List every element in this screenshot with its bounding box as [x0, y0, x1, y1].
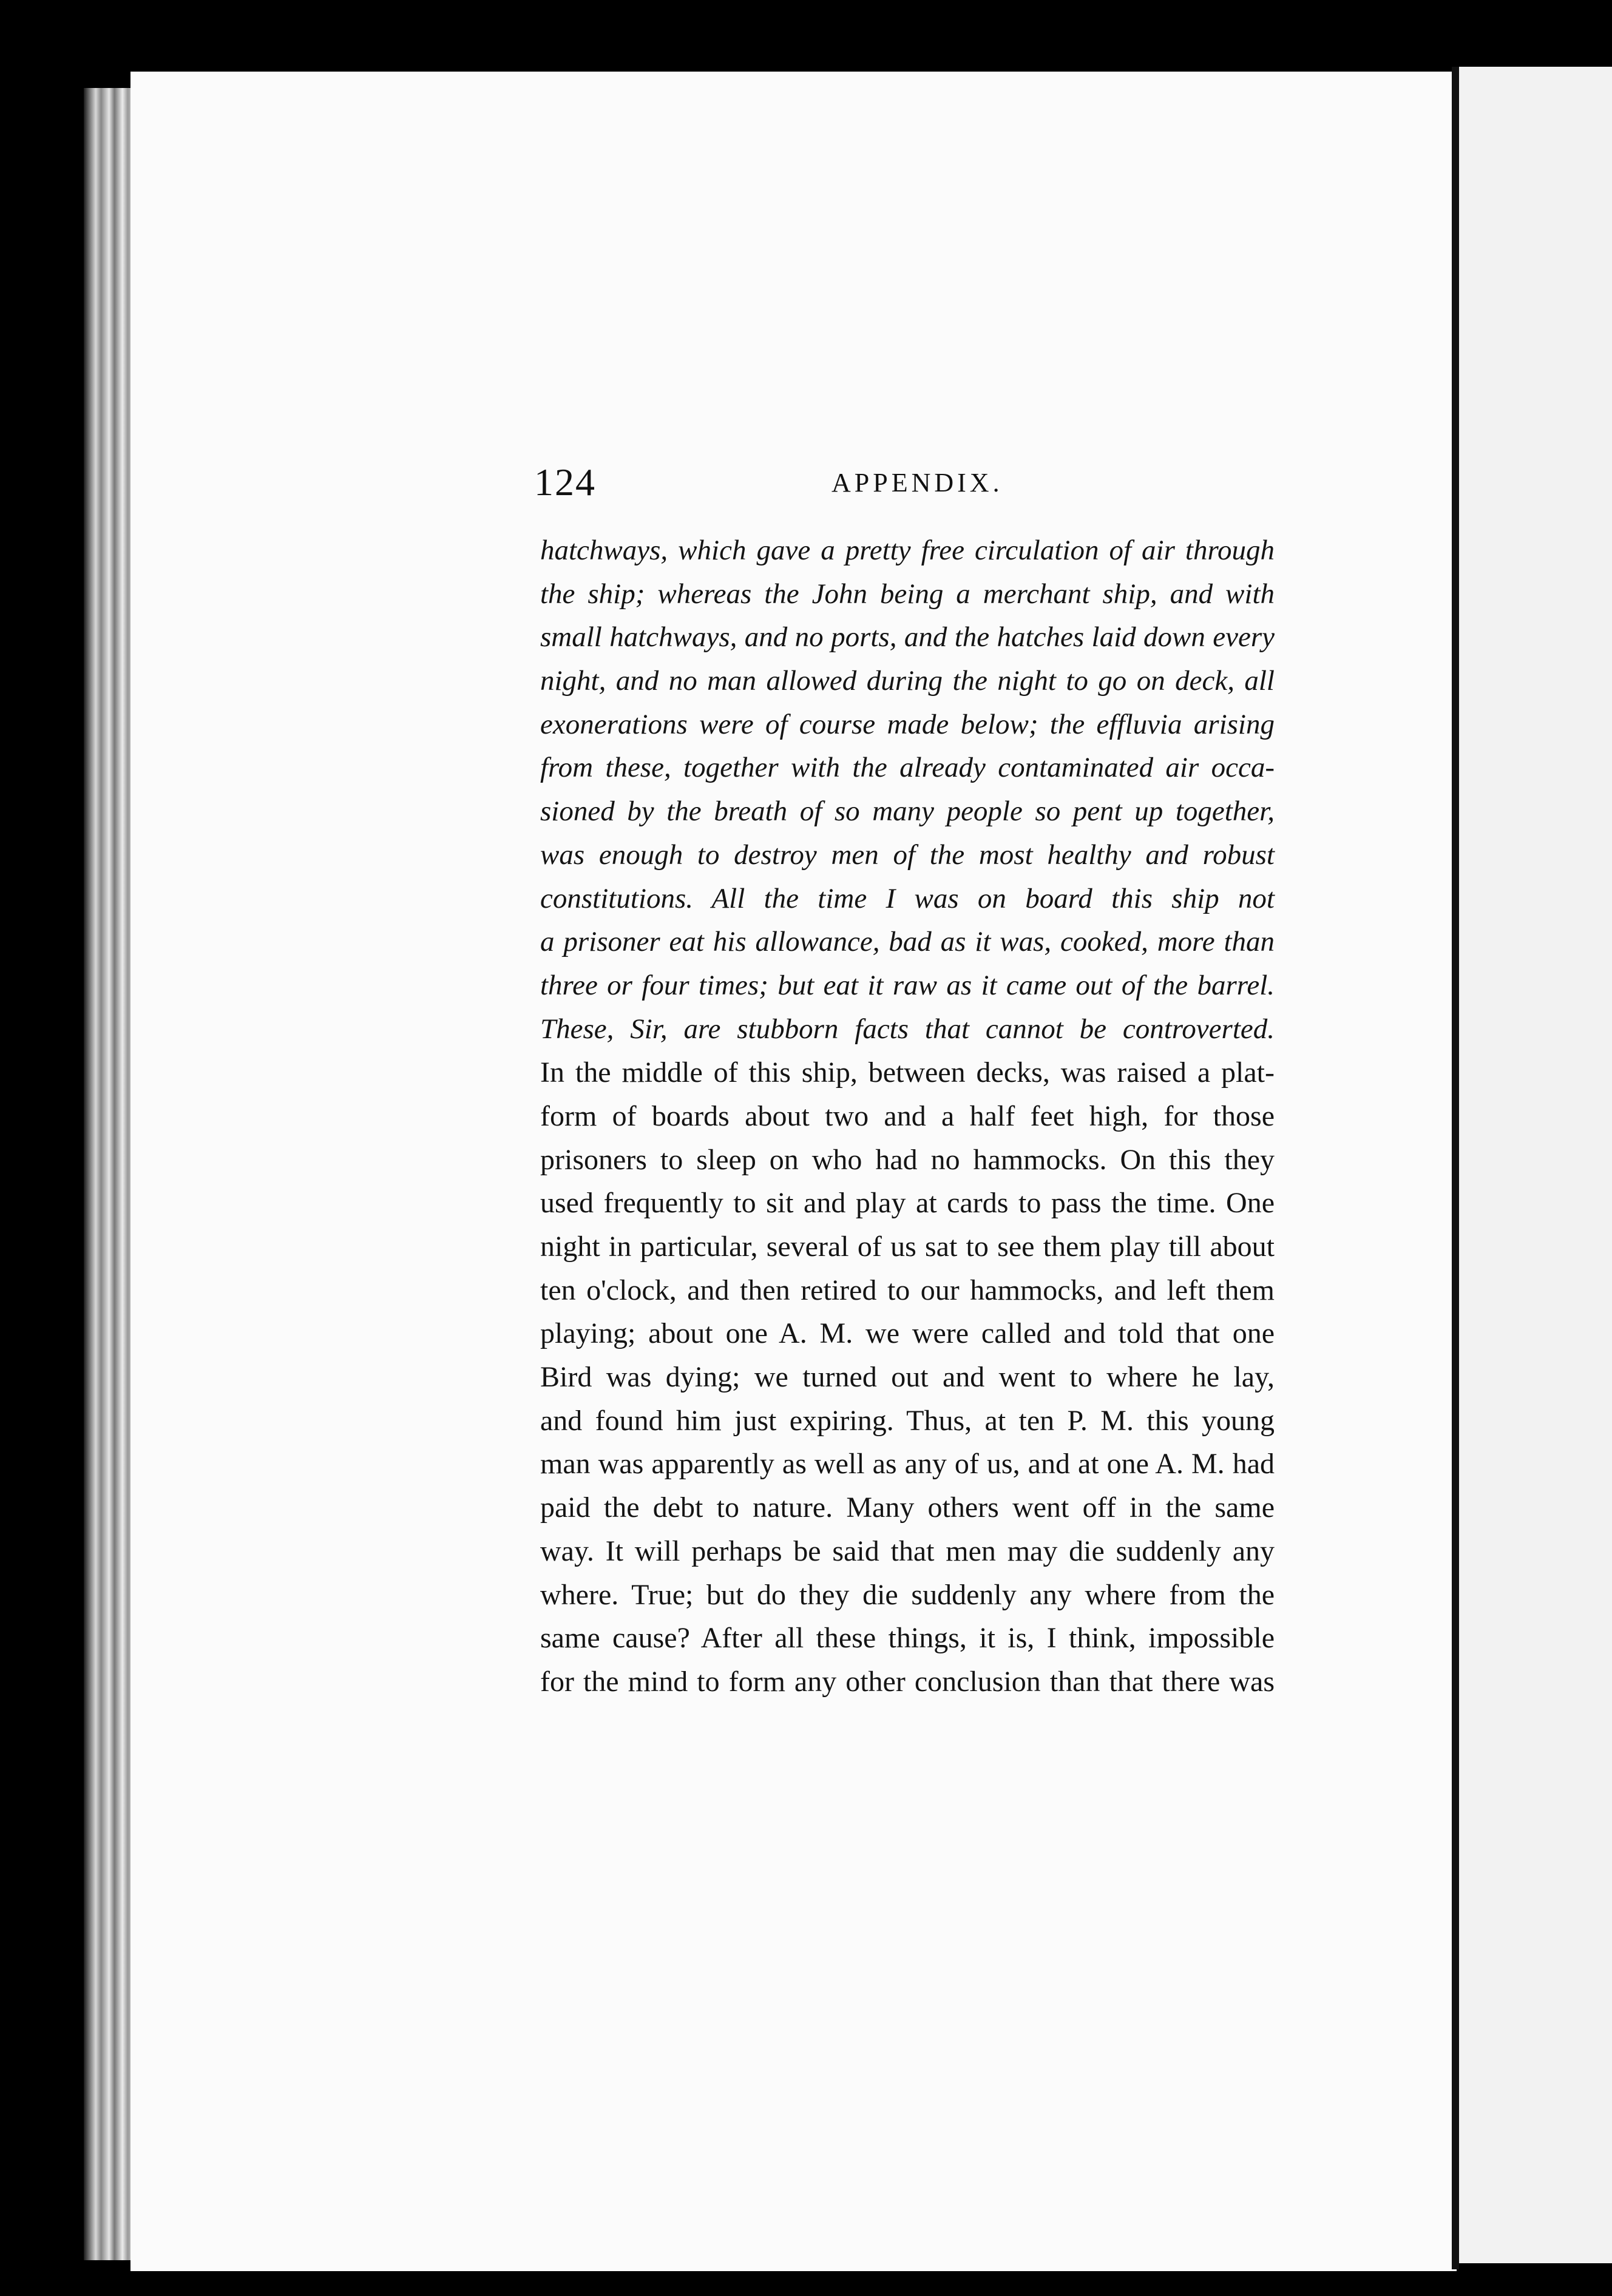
text-line: where. True; but do they die suddenly any where from the — [540, 1578, 1275, 1611]
running-head: APPENDIX. — [831, 468, 1003, 498]
body-text — [540, 529, 1275, 1704]
text-line: same cause? After all these things, it is, I think, impossible — [540, 1622, 1275, 1655]
text-line: was enough to destroy men of the most healthy and robust — [540, 839, 1275, 871]
text-line: form of boards about two and a half feet high, for those — [540, 1099, 1275, 1132]
text-line: three or four times; but eat it raw as it came out of the barrel. — [540, 969, 1275, 1001]
text-line: prisoners to sleep on who had no hammocks. On this they — [540, 1143, 1275, 1176]
text-line: playing; about one A. M. we were called and told that one — [540, 1317, 1275, 1350]
page-header — [534, 460, 1275, 508]
text-line: from these, together with the already contaminated air occa- — [540, 752, 1275, 784]
text-line: constitutions. All the time I was on board this ship not — [540, 882, 1275, 914]
text-line: and found him just expiring. Thus, at ten P. M. this young — [540, 1404, 1275, 1437]
text-line: used frequently to sit and play at cards to pass the time. One — [540, 1187, 1275, 1220]
text-line: These, Sir, are stubborn facts that cannot be controverted. — [540, 1013, 1275, 1045]
text-line: the ship; whereas the John being a merchant ship, and with — [540, 578, 1275, 610]
text-line: a prisoner eat his allowance, bad as it was, cooked, more than — [540, 926, 1275, 958]
text-line: hatchways, which gave a pretty free circulation of air through — [540, 535, 1275, 566]
text-line: sioned by the breath of so many people so pent up together, — [540, 795, 1275, 828]
text-line: exonerations were of course made below; the effluvia arising — [540, 708, 1275, 740]
text-line: ten o'clock, and then retired to our hammocks, and left them — [540, 1274, 1275, 1306]
text-line: In the middle of this ship, between decks, was raised a plat- — [540, 1056, 1275, 1089]
page-number: 124 — [534, 461, 596, 504]
text-line: night, and no man allowed during the night to go on deck, all — [540, 665, 1275, 697]
text-line: way. It will perhaps be said that men may die suddenly any — [540, 1535, 1275, 1567]
text-line: night in particular, several of us sat to see them play till about — [540, 1231, 1275, 1263]
text-line: man was apparently as well as any of us, and at one A. M. had — [540, 1448, 1275, 1481]
gutter-shadow — [1452, 67, 1459, 2269]
text-line: for the mind to form any other conclusion than that there was — [540, 1665, 1275, 1698]
facing-page-edge — [1459, 67, 1612, 2263]
text-line: Bird was dying; we turned out and went to where he lay, — [540, 1361, 1275, 1394]
text-line: paid the debt to nature. Many others went off in the same — [540, 1491, 1275, 1524]
text-line: small hatchways, and no ports, and the hatches laid down every — [540, 621, 1275, 653]
